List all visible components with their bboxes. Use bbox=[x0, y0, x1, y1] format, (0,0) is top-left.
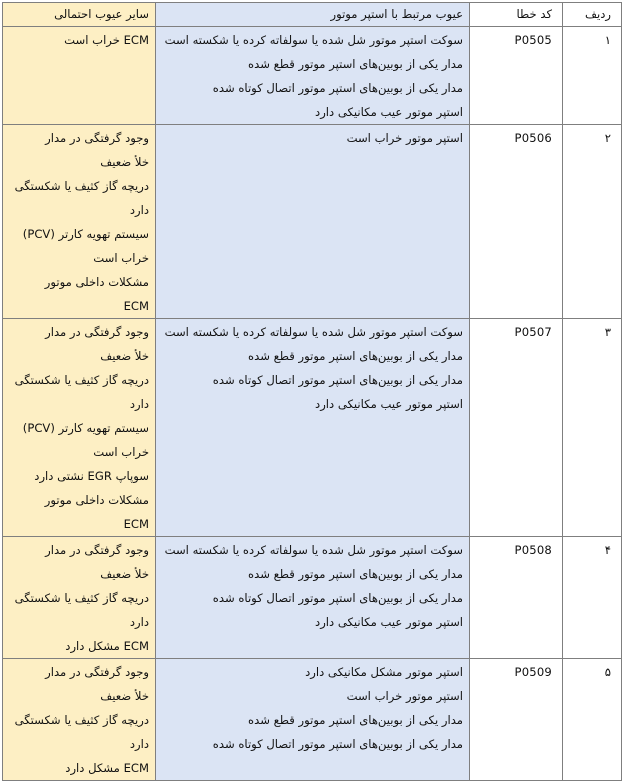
stepper-fault-line: مدار یکی از بوبین‌های استپر موتور قطع شده bbox=[248, 57, 463, 71]
table-row bbox=[3, 537, 622, 659]
other-fault-line: ECM bbox=[123, 299, 149, 313]
other-fault-line: دارد bbox=[129, 737, 149, 751]
other-fault-line: مشکلات داخلی موتور bbox=[44, 493, 149, 507]
other-fault-line: دریچه گاز کثیف یا شکستگی bbox=[14, 713, 149, 727]
other-fault-line: دارد bbox=[129, 397, 149, 411]
stepper-fault-line: مدار یکی از بوبین‌های استپر موتور اتصال کوتاه شده bbox=[212, 591, 463, 605]
other-faults-cell bbox=[3, 319, 156, 537]
other-fault-line: دارد bbox=[129, 615, 149, 629]
stepper-fault-line: سوکت استپر موتور شل شده یا سولفاته کرده یا شکسته است bbox=[164, 33, 463, 47]
other-fault-line: خلأ ضعیف bbox=[100, 155, 149, 169]
other-fault-line: وجود گرفتگی در مدار bbox=[45, 543, 149, 557]
other-fault-line: ECM خراب است bbox=[64, 33, 149, 47]
other-fault-line: سیستم تهویه کارتر (PCV) bbox=[22, 421, 149, 435]
other-faults-cell bbox=[3, 537, 156, 659]
table-header-row bbox=[3, 3, 622, 27]
other-fault-line: خلأ ضعیف bbox=[100, 567, 149, 581]
header-stepper-faults: عیوب مرتبط با استپر موتور bbox=[156, 3, 470, 27]
table-row bbox=[3, 27, 622, 125]
stepper-fault-line: استپر موتور عیب مکانیکی دارد bbox=[315, 397, 463, 411]
table-row bbox=[3, 319, 622, 537]
other-fault-line: وجود گرفتگی در مدار bbox=[45, 131, 149, 145]
other-fault-line: سوپاپ EGR نشتی دارد bbox=[34, 469, 149, 483]
fault-code-cell: P0505 bbox=[470, 27, 563, 125]
stepper-fault-line: سوکت استپر موتور شل شده یا سولفاته کرده یا شکسته است bbox=[164, 325, 463, 339]
fault-code-table bbox=[2, 2, 622, 781]
stepper-faults-cell bbox=[156, 125, 470, 319]
stepper-fault-line: استپر موتور عیب مکانیکی دارد bbox=[315, 105, 463, 119]
stepper-fault-line: استپر موتور خراب است bbox=[346, 131, 463, 145]
table-row bbox=[3, 125, 622, 319]
stepper-fault-line: استپر موتور مشکل مکانیکی دارد bbox=[305, 665, 463, 679]
fault-code-cell: P0506 bbox=[470, 125, 563, 319]
header-fault-code: کد خطا bbox=[470, 3, 563, 27]
stepper-fault-line: مدار یکی از بوبین‌های استپر موتور قطع شده bbox=[248, 567, 463, 581]
other-fault-line: دریچه گاز کثیف یا شکستگی bbox=[14, 373, 149, 387]
other-faults-cell bbox=[3, 125, 156, 319]
other-fault-line: خراب است bbox=[93, 251, 149, 265]
other-fault-line: دارد bbox=[129, 203, 149, 217]
stepper-fault-line: استپر موتور خراب است bbox=[346, 689, 463, 703]
stepper-fault-line: مدار یکی از بوبین‌های استپر موتور قطع شده bbox=[248, 713, 463, 727]
stepper-fault-line: سوکت استپر موتور شل شده یا سولفاته کرده یا شکسته است bbox=[164, 543, 463, 557]
stepper-faults-cell bbox=[156, 27, 470, 125]
row-number-cell: ۴ bbox=[563, 537, 622, 659]
other-fault-line: ECM bbox=[123, 517, 149, 531]
other-fault-line: خلأ ضعیف bbox=[100, 689, 149, 703]
header-other-faults: سایر عیوب احتمالی bbox=[3, 3, 156, 27]
table-caption bbox=[0, 716, 600, 724]
fault-code-cell: P0507 bbox=[470, 319, 563, 537]
other-fault-line: مشکلات داخلی موتور bbox=[44, 275, 149, 289]
other-fault-line: ECM مشکل دارد bbox=[65, 761, 149, 775]
stepper-faults-cell bbox=[156, 537, 470, 659]
header-row-number: ردیف bbox=[563, 3, 622, 27]
other-fault-line: ECM مشکل دارد bbox=[65, 639, 149, 653]
stepper-fault-line: مدار یکی از بوبین‌های استپر موتور اتصال کوتاه شده bbox=[212, 737, 463, 751]
other-fault-line: وجود گرفتگی در مدار bbox=[45, 665, 149, 679]
other-faults-cell bbox=[3, 27, 156, 125]
table-body bbox=[3, 27, 622, 781]
other-fault-line: دریچه گاز کثیف یا شکستگی bbox=[14, 179, 149, 193]
row-number-cell: ۱ bbox=[563, 27, 622, 125]
other-fault-line: وجود گرفتگی در مدار bbox=[45, 325, 149, 339]
stepper-fault-line: استپر موتور عیب مکانیکی دارد bbox=[315, 615, 463, 629]
fault-code-cell: P0509 bbox=[470, 659, 563, 781]
row-number-cell: ۳ bbox=[563, 319, 622, 537]
other-fault-line: خلأ ضعیف bbox=[100, 349, 149, 363]
fault-code-cell: P0508 bbox=[470, 537, 563, 659]
row-number-cell: ۵ bbox=[563, 659, 622, 781]
stepper-fault-line: مدار یکی از بوبین‌های استپر موتور قطع شده bbox=[248, 349, 463, 363]
other-fault-line: خراب است bbox=[93, 445, 149, 459]
stepper-fault-line: مدار یکی از بوبین‌های استپر موتور اتصال کوتاه شده bbox=[212, 81, 463, 95]
row-number-cell: ۲ bbox=[563, 125, 622, 319]
other-fault-line: دریچه گاز کثیف یا شکستگی bbox=[14, 591, 149, 605]
stepper-faults-cell bbox=[156, 319, 470, 537]
other-fault-line: سیستم تهویه کارتر (PCV) bbox=[22, 227, 149, 241]
stepper-fault-line: مدار یکی از بوبین‌های استپر موتور اتصال کوتاه شده bbox=[212, 373, 463, 387]
